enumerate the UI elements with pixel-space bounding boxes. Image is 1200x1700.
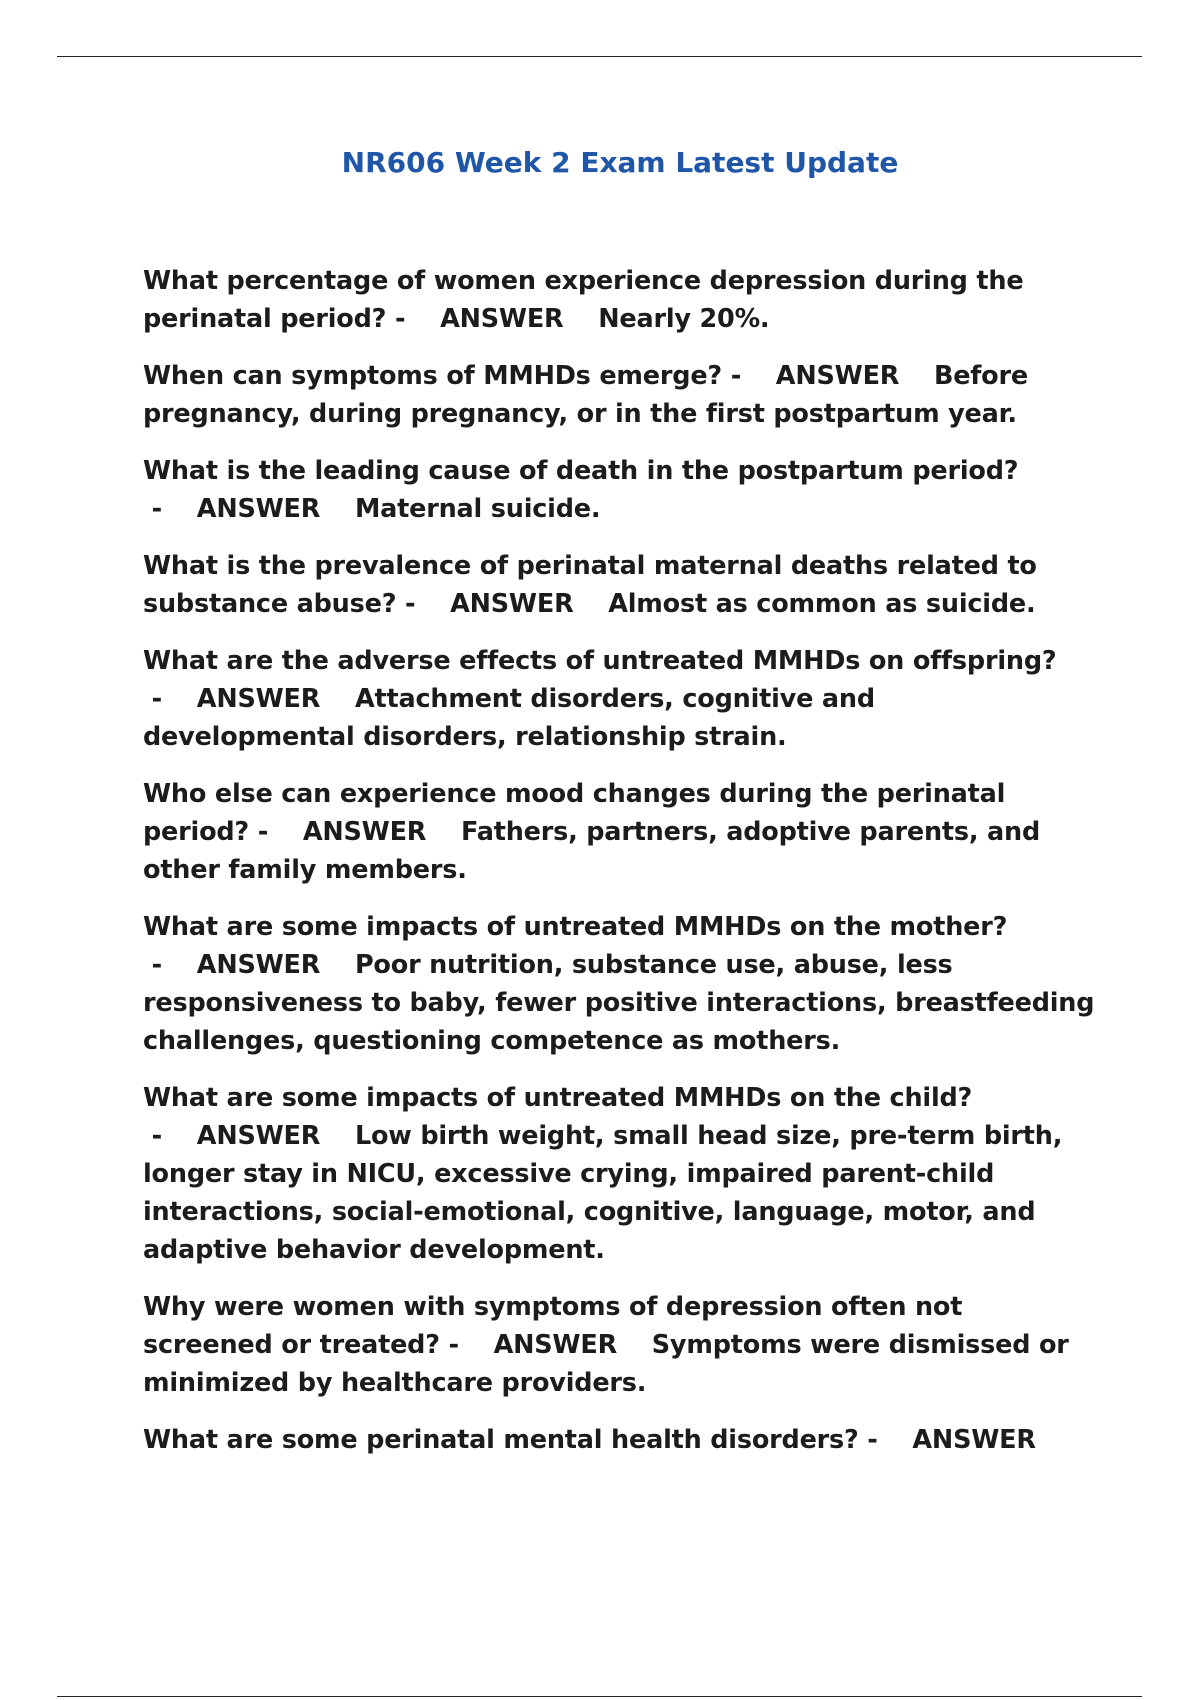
qa-item: What percentage of women experience depression during the perinatal period? - ANSWER Nearly 20%. [143,266,1024,334]
question-text: What is the leading cause of death in the postpartum period? [143,456,1019,486]
answer-label: ANSWER [302,817,427,847]
question-text: When can symptoms of MMHDs emerge? [143,361,723,391]
answer-text: Nearly 20%. [598,304,770,334]
answer-label: ANSWER [196,950,321,980]
qa-list [143,262,1095,1478]
top-rule [57,56,1142,57]
answer-text: Fathers, partners, adoptive parents, and other family members. [143,817,1041,885]
question-text: What are some perinatal mental health disorders? [143,1425,859,1455]
answer-text: Symptoms were dismissed or minimized by healthcare providers. [143,1330,1069,1398]
answer-text: Before pregnancy, during pregnancy, or in the first postpartum year. [143,361,1028,429]
answer-text: Maternal suicide. [354,494,601,524]
qa-item: Who else can experience mood changes during the perinatal period? - ANSWER Fathers, partners, adoptive parents, and other family members. [143,779,1041,885]
question-text: What percentage of women experience depression during the perinatal period? [143,266,1024,334]
qa-item: What is the prevalence of perinatal maternal deaths related to substance abuse? - ANSWER Almost as common as suicide. [143,551,1037,619]
qa-item: What are the adverse effects of untreated MMHDs on offspring? - ANSWER Attachment disorders, cognitive and developmental disorders, relationship strain. [143,646,1057,752]
question-text: What are the adverse effects of untreated MMHDs on offspring? [143,646,1057,676]
answer-label: ANSWER [775,361,900,391]
page-title: NR606 Week 2 Exam Latest Update [341,146,899,179]
answer-label: ANSWER [450,589,574,619]
question-text: What are some impacts of untreated MMHDs on the mother? [143,912,1008,942]
answer-label: ANSWER [912,1425,1036,1455]
answer-label: ANSWER [493,1330,618,1360]
question-text: What is the prevalence of perinatal maternal deaths related to substance abuse? [143,551,1037,619]
question-text: Who else can experience mood changes during the perinatal period? [143,779,1006,847]
question-text: Why were women with symptoms of depression often not screened or treated? [143,1292,963,1360]
question-text: What are some impacts of untreated MMHDs on the child? [143,1083,973,1113]
qa-item: What are some impacts of untreated MMHDs on the child? - ANSWER Low birth weight, small head size, pre-term birth, longer stay in NICU, excessive crying, impaired parent-child interactions, social-emotional, cognitive, language, motor, and adaptive behavior development. [143,1083,1063,1265]
qa-item: What are some impacts of untreated MMHDs on the mother? - ANSWER Poor nutrition, substance use, abuse, less responsiveness to baby, fewer positive interactions, breastfeeding challenges, questioning competence as mothers. [143,912,1095,1056]
qa-item: When can symptoms of MMHDs emerge? - ANSWER Before pregnancy, during pregnancy, or in the first postpartum year. [143,361,1028,429]
bottom-rule [57,1696,1142,1697]
answer-text: Low birth weight, small head size, pre-term birth, longer stay in NICU, excessive crying, impaired parent-child interactions, social-emotional, cognitive, language, motor, and adaptive behavior development. [143,1121,1063,1265]
answer-text: Almost as common as suicide. [608,589,1036,619]
answer-text: Poor nutrition, substance use, abuse, less responsiveness to baby, fewer positive interactions, breastfeeding challenges, questioning competence as mothers. [143,950,1095,1056]
answer-label: ANSWER [196,1121,321,1151]
answer-text: Attachment disorders, cognitive and developmental disorders, relationship strain. [143,684,875,752]
qa-item: What are some perinatal mental health disorders? - ANSWER [143,1425,1036,1455]
qa-item: What is the leading cause of death in the postpartum period? - ANSWER Maternal suicide. [143,456,1019,524]
qa-item: Why were women with symptoms of depression often not screened or treated? - ANSWER Symptoms were dismissed or minimized by healthcare providers. [143,1292,1069,1398]
answer-label: ANSWER [196,494,321,524]
answer-label: ANSWER [196,684,321,714]
answer-label: ANSWER [440,304,564,334]
